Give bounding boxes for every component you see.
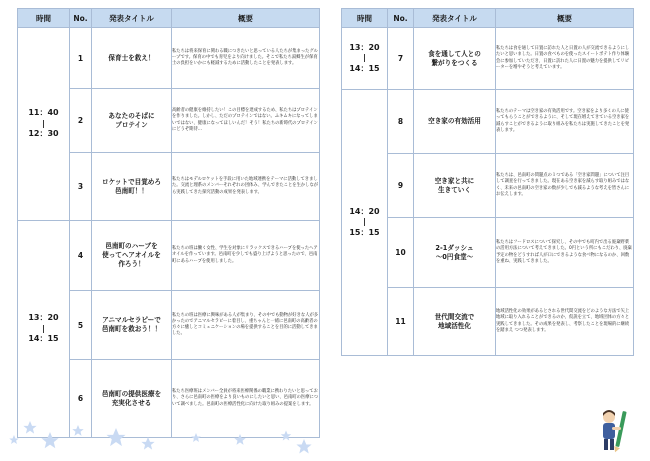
row-number: 1 <box>70 28 92 89</box>
presentation-title: 食を通して人との 繋がりをつくる <box>414 28 496 90</box>
table-header-row <box>18 9 320 28</box>
presentation-summary: 私たちはフードロスについて探究し、その中でも町内で出る廃棄野菜の活用方法について考えてきました。0円という所にもこだわり、廃棄予定の物をどうすれば人が口にできるような食べ物になるのか、回数を重ね、実践してきました。 <box>496 218 634 288</box>
time-slot: 14：20 | 15：15 <box>342 90 388 356</box>
row-number: 10 <box>388 218 414 288</box>
row-number: 4 <box>70 221 92 291</box>
presentation-summary: 私たちはモデルロケットを手段に用いた地域連携をテーマに活動してきました。交流と理系のメンバーそれぞれの団体み、学んできたことを生かしながら実践してきた探究活動の成果を発表します。 <box>172 153 320 221</box>
presentation-summary: 私たちは食を通して日置に訪れた人と日置の人が交流できるようにしたいと思いました。日置の食べものを使ったスイートポテト作り体験会に参加していただき、日置に訪れた人に日置の魅力を提供してリピーターを増やそうと考えています。 <box>496 28 634 90</box>
row-number: 8 <box>388 90 414 154</box>
time-slot: 13：20 | 14：15 <box>18 221 70 438</box>
table-row <box>18 221 320 291</box>
header-time: 時間 <box>342 9 388 28</box>
student-with-pencil-icon <box>597 405 629 453</box>
presentation-summary: 私たちは将来保育に関わる職につきたいと思っている人たちが集まったグループです。保育の中でも育児をより向けました。そこで私たち湯郷生が保育士の負担をいかにも軽減するために活動したことを発表します。 <box>172 28 320 89</box>
table-row <box>342 90 634 154</box>
presentation-summary: 私たち医療班はメンバー全員が将来医療関係の職業に携わりたいと思っており、さらに邑南町の医療をより良いものにしたいと思い、邑南町の医療について調べました。邑南町の医療活性化に向けた取り組みの提案をします。 <box>172 360 320 438</box>
star-icon <box>141 437 154 450</box>
presentation-title: 邑南町のハーブを 使ってヘアオイルを 作ろう！ <box>92 221 172 291</box>
header-summary: 概要 <box>496 9 634 28</box>
header-no: No. <box>388 9 414 28</box>
star-icon <box>296 439 311 453</box>
presentation-summary: 私たちのテーマは空き家の有効活用です。空き家をより多くの人に使ってもらうことができるように、そして現在増えてきている空き家を減らすことができるように取り組みを私たちは実施してきたことを発表します。 <box>496 90 634 154</box>
presentation-title: 2-1ダッシュ 〜0円食堂〜 <box>414 218 496 288</box>
presentation-title: 空き家と共に 生きていく <box>414 154 496 218</box>
header-no: No. <box>70 9 92 28</box>
presentation-summary: 私たちの班は働く女性、学生を対象にリラックスできるハーブを使ったヘアオイルを作っています。邑南町を少しでも盛り上げようと思ったので、邑南町にあるハーブを使用しました。 <box>172 221 320 291</box>
table-row <box>342 28 634 90</box>
presentation-title: アニマルセラピーで 邑南町を救おう！！ <box>92 291 172 360</box>
presentation-summary: 高齢者の健康を維持したい！この目標を達成するため、私たちはプロテインを作りました。しかし、ただのプロテインではない。ふキムキになってしまいではない、健康になってほしいんだ！そう！私たちの新時代のプロテインにどうぞ期待… <box>172 89 320 153</box>
row-number: 9 <box>388 154 414 218</box>
presentation-title: 邑南町の提供医療を 充実化させる <box>92 360 172 438</box>
presentation-title: 空き家の有効活用 <box>414 90 496 154</box>
table-row <box>18 28 320 89</box>
row-number: 2 <box>70 89 92 153</box>
presentation-summary: 地域活性化の効果があるとされる世代間交流をどのような方法で矢上地域に取り入れることができるのか、仮説を立て、地域団体の方々と実践してきました。その成果を発表し、考察したことを現場的に継続を踏まえ つつ発表します。 <box>496 288 634 356</box>
presentation-title: 保育士を救え！ <box>92 28 172 89</box>
schedule-table-right <box>341 8 634 356</box>
time-slot: 11：40 | 12：30 <box>18 28 70 221</box>
table-header-row <box>342 9 634 28</box>
time-slot: 13：20 | 14：15 <box>342 28 388 90</box>
row-number: 6 <box>70 360 92 438</box>
header-title: 発表タイトル <box>92 9 172 28</box>
schedule-table-left <box>17 8 320 438</box>
presentation-title: あなたのそばに プロテイン <box>92 89 172 153</box>
row-number: 11 <box>388 288 414 356</box>
header-time: 時間 <box>18 9 70 28</box>
presentation-title: 世代間交流で 地域活性化 <box>414 288 496 356</box>
header-title: 発表タイトル <box>414 9 496 28</box>
row-number: 7 <box>388 28 414 90</box>
presentation-title: ロケットで目覚めろ 邑南町！！ <box>92 153 172 221</box>
presentation-summary: 私たちの班は医療に興味がある人が集まり、その中でも動物が好きな人が多かったのでアニマルセラピーに着目し、重ちゃんと一緒に邑南町の高齢者の方々に癒しとコミュニケーションの場を提供することを目的に活動してきました。 <box>172 291 320 360</box>
row-number: 5 <box>70 291 92 360</box>
presentation-summary: 私たちは、邑南町の問題点の１つである「空き家問題」について注目して調査を行ってきました。現在ある空き家を減らす取り組みではなく、未来の邑南町の空き家の数が少しでも減るような考えを皆さんにお伝えします。 <box>496 154 634 218</box>
header-summary: 概要 <box>172 9 320 28</box>
row-number: 3 <box>70 153 92 221</box>
